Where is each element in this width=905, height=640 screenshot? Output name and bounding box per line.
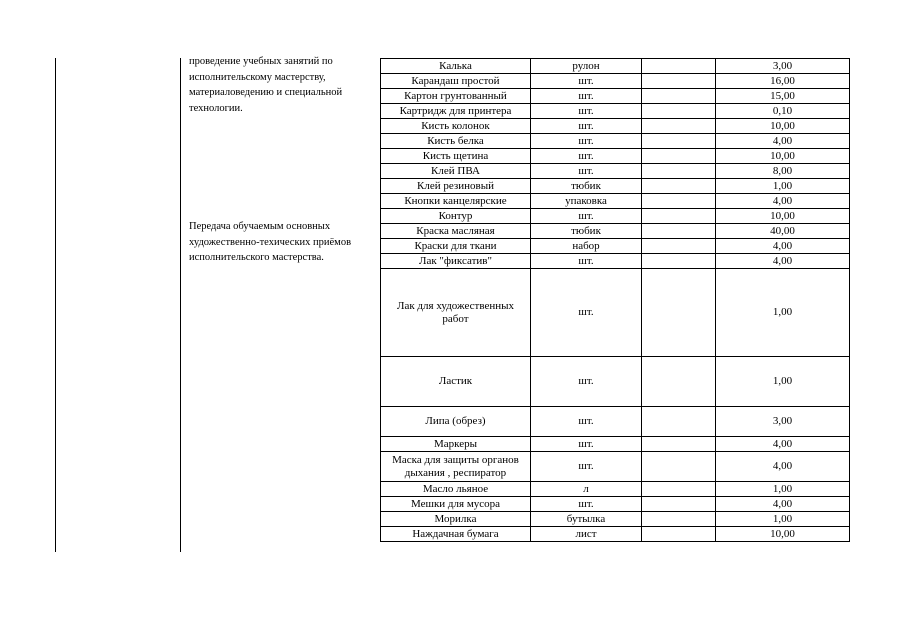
- activity-description-1: проведение учебных занятий по исполнительскому мастерству, материаловедению и специальной технологии.: [189, 56, 343, 114]
- unit-cell: шт.: [531, 269, 642, 357]
- item-name-cell: Калька: [381, 59, 531, 74]
- quantity-cell: 40,00: [716, 224, 850, 239]
- item-name-cell: Кисть белка: [381, 134, 531, 149]
- quantity-cell: 4,00: [716, 134, 850, 149]
- item-name-cell: Краска масляная: [381, 224, 531, 239]
- empty-cell: [642, 407, 716, 437]
- unit-cell: шт.: [531, 134, 642, 149]
- table-row: [381, 149, 850, 164]
- unit-cell: шт.: [531, 149, 642, 164]
- unit-cell: рулон: [531, 59, 642, 74]
- activity-description-2: Передача обучаемым основных художественно-техических приёмов исполнительского мастерства.: [189, 221, 352, 263]
- item-name-cell: Лак для художественных работ: [381, 269, 531, 357]
- empty-cell: [642, 119, 716, 134]
- quantity-cell: 15,00: [716, 89, 850, 104]
- empty-cell: [642, 512, 716, 527]
- empty-cell: [642, 194, 716, 209]
- unit-cell: набор: [531, 239, 642, 254]
- quantity-cell: 10,00: [716, 119, 850, 134]
- empty-cell: [642, 209, 716, 224]
- item-name-cell: Клей резиновый: [381, 179, 531, 194]
- item-name-cell: Липа (обрез): [381, 407, 531, 437]
- item-name-cell: Ластик: [381, 357, 531, 407]
- unit-cell: л: [531, 482, 642, 497]
- unit-cell: шт.: [531, 407, 642, 437]
- item-name-cell: Мешки для мусора: [381, 497, 531, 512]
- item-name-cell: Кисть щетина: [381, 149, 531, 164]
- empty-cell: [642, 74, 716, 89]
- quantity-cell: 10,00: [716, 149, 850, 164]
- table-row: [381, 239, 850, 254]
- table-row: [381, 357, 850, 407]
- table-row: [381, 179, 850, 194]
- table-row: [381, 482, 850, 497]
- table-row: [381, 269, 850, 357]
- item-name-cell: Кнопки канцелярские: [381, 194, 531, 209]
- item-name-cell: Лак "фиксатив": [381, 254, 531, 269]
- unit-cell: шт.: [531, 209, 642, 224]
- unit-cell: тюбик: [531, 179, 642, 194]
- empty-cell: [642, 437, 716, 452]
- empty-cell: [642, 134, 716, 149]
- unit-cell: бутылка: [531, 512, 642, 527]
- table-row: [381, 437, 850, 452]
- quantity-cell: 4,00: [716, 497, 850, 512]
- unit-cell: лист: [531, 527, 642, 542]
- empty-cell: [642, 104, 716, 119]
- item-name-cell: Маркеры: [381, 437, 531, 452]
- item-name-cell: Картридж для принтера: [381, 104, 531, 119]
- unit-cell: шт.: [531, 497, 642, 512]
- empty-cell: [642, 149, 716, 164]
- empty-cell: [642, 357, 716, 407]
- table-row: [381, 209, 850, 224]
- empty-cell: [642, 179, 716, 194]
- table-row: [381, 194, 850, 209]
- table-row: [381, 89, 850, 104]
- empty-cell: [642, 224, 716, 239]
- unit-cell: шт.: [531, 357, 642, 407]
- empty-cell: [642, 89, 716, 104]
- quantity-cell: 3,00: [716, 407, 850, 437]
- quantity-cell: 10,00: [716, 527, 850, 542]
- unit-cell: тюбик: [531, 224, 642, 239]
- table-row: [381, 164, 850, 179]
- quantity-cell: 4,00: [716, 452, 850, 482]
- table-row: [381, 527, 850, 542]
- unit-cell: шт.: [531, 74, 642, 89]
- item-name-cell: Морилка: [381, 512, 531, 527]
- item-name-cell: Контур: [381, 209, 531, 224]
- table-row: [381, 104, 850, 119]
- empty-cell: [642, 59, 716, 74]
- quantity-cell: 0,10: [716, 104, 850, 119]
- quantity-cell: 1,00: [716, 482, 850, 497]
- unit-cell: шт.: [531, 452, 642, 482]
- table-row: [381, 224, 850, 239]
- left-border-line: [55, 58, 56, 552]
- quantity-cell: 3,00: [716, 59, 850, 74]
- quantity-cell: 4,00: [716, 194, 850, 209]
- empty-cell: [642, 497, 716, 512]
- unit-cell: шт.: [531, 119, 642, 134]
- empty-cell: [642, 239, 716, 254]
- unit-cell: шт.: [531, 89, 642, 104]
- quantity-cell: 4,00: [716, 437, 850, 452]
- quantity-cell: 1,00: [716, 179, 850, 194]
- empty-cell: [642, 482, 716, 497]
- item-name-cell: Кисть колонок: [381, 119, 531, 134]
- empty-cell: [642, 164, 716, 179]
- empty-cell: [642, 452, 716, 482]
- quantity-cell: 1,00: [716, 512, 850, 527]
- unit-cell: шт.: [531, 437, 642, 452]
- table-row: [381, 407, 850, 437]
- quantity-cell: 1,00: [716, 269, 850, 357]
- unit-cell: шт.: [531, 164, 642, 179]
- item-name-cell: Краски для ткани: [381, 239, 531, 254]
- materials-table-body: [381, 59, 850, 542]
- empty-cell: [642, 254, 716, 269]
- quantity-cell: 16,00: [716, 74, 850, 89]
- table-row: [381, 74, 850, 89]
- item-name-cell: Клей ПВА: [381, 164, 531, 179]
- materials-table: [380, 58, 850, 542]
- item-name-cell: Карандаш простой: [381, 74, 531, 89]
- table-row: [381, 497, 850, 512]
- unit-cell: шт.: [531, 104, 642, 119]
- quantity-cell: 8,00: [716, 164, 850, 179]
- table-row: [381, 59, 850, 74]
- item-name-cell: Картон грунтованный: [381, 89, 531, 104]
- table-row: [381, 119, 850, 134]
- table-row: [381, 512, 850, 527]
- quantity-cell: 4,00: [716, 239, 850, 254]
- table-row: [381, 452, 850, 482]
- item-name-cell: Наждачная бумага: [381, 527, 531, 542]
- item-name-cell: Маска для защиты органов дыхания , респиратор: [381, 452, 531, 482]
- unit-cell: шт.: [531, 254, 642, 269]
- unit-cell: упаковка: [531, 194, 642, 209]
- item-name-cell: Масло льяное: [381, 482, 531, 497]
- quantity-cell: 10,00: [716, 209, 850, 224]
- quantity-cell: 1,00: [716, 357, 850, 407]
- table-row: [381, 254, 850, 269]
- empty-cell: [642, 269, 716, 357]
- empty-cell: [642, 527, 716, 542]
- table-row: [381, 134, 850, 149]
- column-divider-line: [180, 58, 181, 552]
- quantity-cell: 4,00: [716, 254, 850, 269]
